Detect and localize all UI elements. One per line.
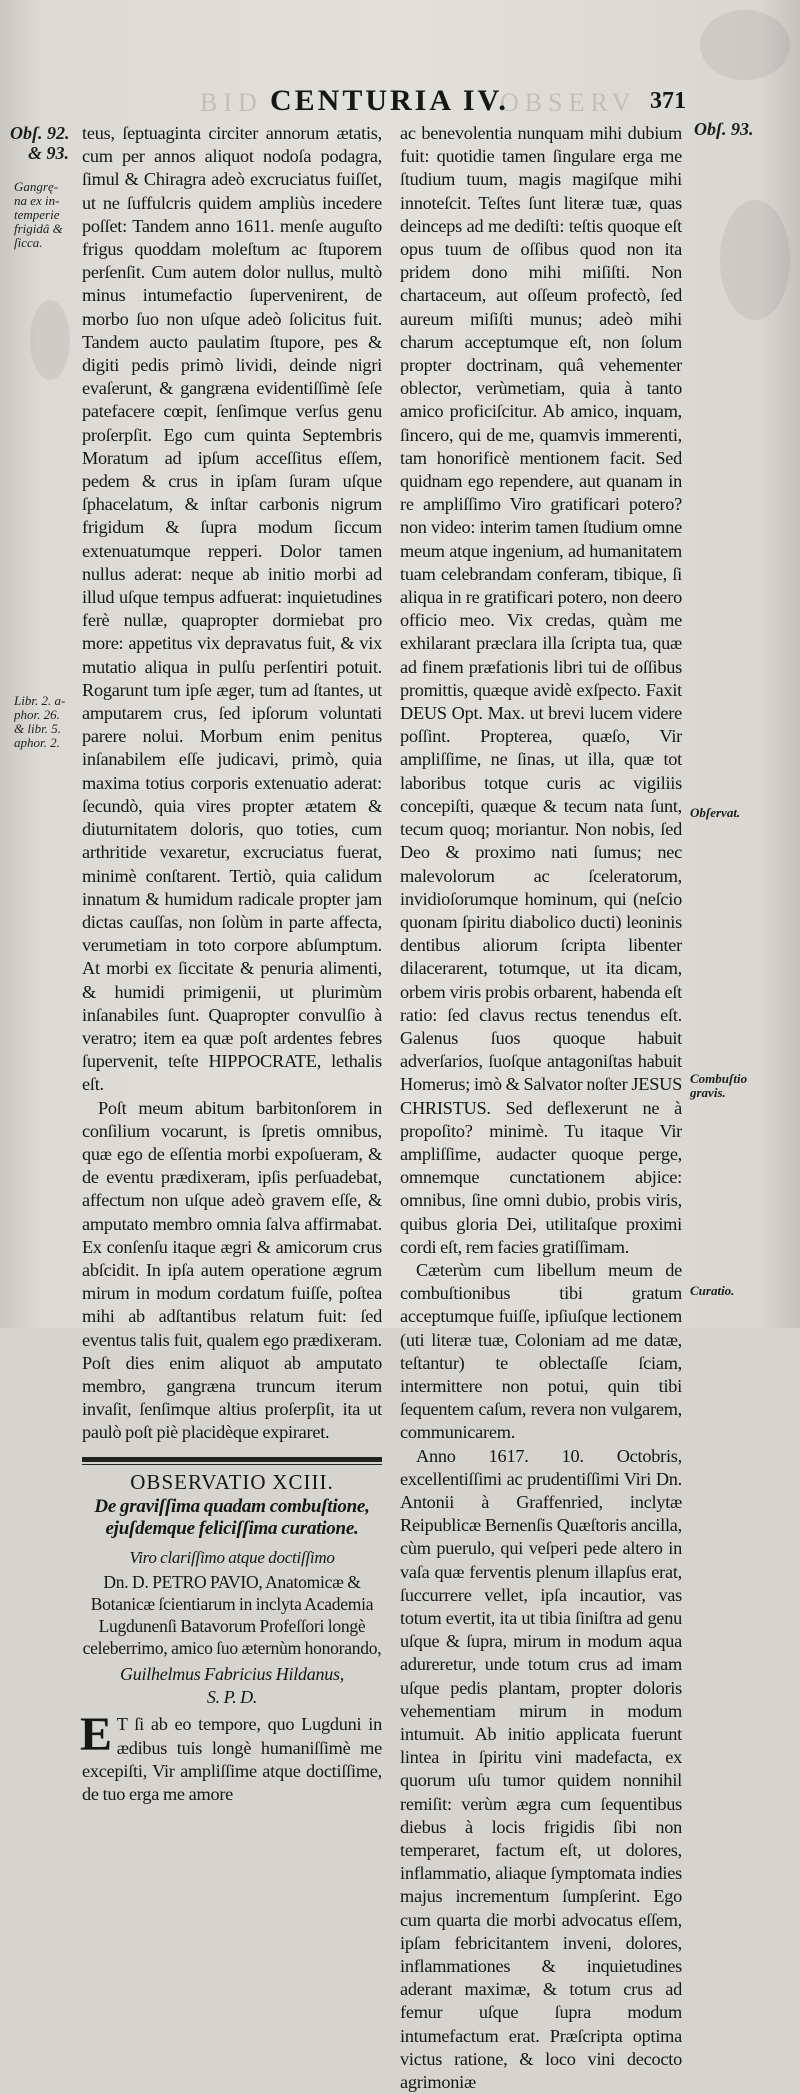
section-rule xyxy=(82,1457,382,1462)
paper-stain xyxy=(720,200,790,320)
margin-obs-ref: Obſ. 93. xyxy=(694,119,754,139)
section-rule xyxy=(82,1464,382,1465)
salutation: S. P. D. xyxy=(206,1687,258,1708)
right-column xyxy=(400,122,682,2094)
margin-note-curatio: Curatio. xyxy=(690,1283,735,1298)
margin-note-observat: Obſervat. xyxy=(690,805,741,820)
paper-stain xyxy=(700,10,790,80)
bleed-through-text: OBSERV xyxy=(500,88,637,117)
recipient: Dn. D. PETRO PAVIO, Anatomicæ & Botanicæ ſcientiarum in inclyta Academia Lugdunenſi Batavorum Profeſſori longè celeberrimo, amico ſuo æternùm honorando, xyxy=(82,1571,382,1658)
drop-cap: E xyxy=(80,1708,112,1762)
observation-title: OBSERVATIO XCIII. xyxy=(130,1469,334,1494)
margin-obs-ref: Obſ. 92. xyxy=(10,123,70,143)
bleed-through-text: BID xyxy=(200,88,263,117)
author: Guilhelmus Fabricius Hildanus, xyxy=(120,1663,344,1684)
left-column xyxy=(82,122,382,1806)
dedication-line: Viro clariſſimo atque doctiſſimo xyxy=(129,1547,335,1567)
margin-note-libr: Libr. 2. a- phor. 26. & libr. 5. aphor. 2. xyxy=(14,693,66,750)
paper-stain xyxy=(30,300,70,380)
observation-subtitle: De graviſſima quadam combuſtione, ejuſdemque feliciſſima curatione. xyxy=(94,1495,370,1539)
margin-note-combustio: Combuſtio gravis. xyxy=(690,1071,748,1100)
paragraph: Poſt meum abitum barbitonſorem in conſilium vocarunt, is ſpretis omnibus, quæ ego de eſſentia morbi expoſueram, & de eventu prædixeram, ipſis perſuadebat, affectum non uſque adeò gravem eſſe, & amputato membro omnia ſalva affirmabat. Ex conſenſu itaque ægri & amicorum crus abſcidit. In ipſa autem operatione ægrum mirum in modum cordatum fuiſſe, poſtea mihi ab adſtantibus relatum fuit: ſed eventus talis fuit, qualem ego prædixeram. Poſt dies enim aliquot ab amputato membro, gangræna truncum iterum invaſit, ſenſimque altius proſerpſit, ita ut paulò poſt piè placidèque expiraret. xyxy=(82,1097,382,1443)
running-title: CENTURIA IV. xyxy=(270,84,509,117)
page-number: 371 xyxy=(650,88,686,114)
page-header xyxy=(0,84,800,118)
paragraph: Cæterùm cum libellum meum de combuſtionibus tibi gratum acceptumque fuiſſe, ipſiuſque lectionem (uti literæ tuæ, Coloniam ad me datæ, teſtantur) te oblectaſſe ſciam, intermittere non potui, quin tibi ſequentem caſum, revera non vulgarem, communicarem. xyxy=(400,1259,682,1443)
letter-opening xyxy=(80,1708,382,1806)
paragraph: ac benevolentia nunquam mihi dubium fuit: quotidie tamen ſingulare erga me ſtudium tuum, magis magiſque mihi innoteſcit. Teſtes ſunt literæ tuæ, quas deinceps ad me dediſti: teſtis quoque eſt opus tuum de oſſibus quod non ita pridem dono mihi miſiſti. Non chartaceum, aut oſſeum profectò, ſed aureum miſiſti munus; adeò mihi charum acceptumque eſt, non ſolum propter doctrinam, quâ vehementer oblector, verùmetiam, quia à tanto amico proficiſcitur. Ab amico, inquam, ſincero, qui de me, quamvis immerenti, tam honorificè mentionem facit. Sed quidnam ego rependere, aut quanam in re ampliſſimo Viro gratificari potero? non video: interim tamen ſtudium omne meum atque ingenium, ad humanitatem tuam celebrandam conferam, tibique, ſi aliqua in re gratificari potero, non deero officio meo. Vix credas, quàm me exhilarant præclara illa ſcripta tua, quæ ad finem præfationis libri tui de oſſibus promittis, quæque avidè exſpecto. Faxit DEUS Opt. Max. ut brevi lucem videre poſſint. Propterea, quæſo, Vir ampliſſime, ne ſinas, ut illa, quæ tot laboribus totque curis ac vigiliis concepiſti, quæque & tecum nata ſunt, tecum quoq; moriantur. Non nobis, ſed Deo & proximo nati ſumus; nec malevolorum ac ſceleratorum, invidioſorumque hominum, qui (neſcio quonam ſpiritu diabolico ducti) leoninis dentibus aliorum ſcripta libenter dilacerarent, totumque, ut ita dicam, orbem viris probis orbarent, habenda eſt ratio: ſed clavus rectus tenendus eſt. Galenus ſuos quoque habuit adverſarios, ſuoſque antagoniſtas habuit Homerus; imò & Salvator noſter JESUS CHRISTUS. Sed deflexerunt ne à propoſito? minimè. Tu itaque Vir ampliſſime, audacter quoque perge, omnemque cunctationem abjice: omnibus, ſine omni dubio, probis viris, quibus gloria Dei, utilitaſque proximi cordi eſt, rem facies gratiſſimam. xyxy=(400,123,682,1257)
margin-note-gangraena: Gangrę- na ex in- temperie frigidâ & ſicca. xyxy=(14,179,63,250)
letter-text: T ſi ab eo tempore, quo Lugduni in ædibus tuis longè humaniſſimè me excepiſti, Vir ampliſſime atque doctiſſime, de tuo erga me amore xyxy=(82,1714,382,1804)
margin-obs-ref-2: & 93. xyxy=(28,143,70,163)
paragraph: Anno 1617. 10. Octobris, excellentiſſimi ac prudentiſſimi Viri Dn. Antonii à Graffenried, inclytæ Reipublicæ Bernenſis Quæſtoris ancilla, cùm puerulo, qui veſperi pede altero in vaſa quæ ferventis plenum illapſus erat, ſuccurrere vellet, ipſa incautior, vas totum evertit, ita ut tibia ſiniſtra ad genu uſque & ſupra, mirum in modum aqua adureretur, unde totum crus ad imam uſque pedis plantam, propter doloris vehementiam mirum in modum intumuit. Ab initio applicata fuerunt lintea in ſpiritu vini madefacta, ex quorum uſu tumor quidem nonnihil remiſit: verùm ægra cum ſequentibus diebus à locis frigidis ſibi non temperaret, factum eſt, ut dolores, inflammatio, aliaque ſymptomata indies majus incrementum ſumpſerint. Ego cum quarta die morbi advocatus eſſem, ipſam febricitantem inveni, dolores, inflammationes & inquietudines aderant maximæ, & totum crus ad femur uſque ſupra modum intumefactum erat. Præſcripta optima victus ratione, & loco vini decocto agrimoniæ xyxy=(400,1445,682,2093)
paragraph: teus, ſeptuaginta circiter annorum ætatis, cum per annos aliquot nodoſa podagra, ſimul & Chiragra adeò excruciatus fuiſſet, ut ne ſuffulcris quidem ampliùs incedere poſſet: Tandem anno 1611. menſe auguſto frigus quoddam moleſtum ac ſtuporem perſenſit. Cum autem dolor nullus, multò minus intumefactio ſupervenirent, de morbo ſuo non uſque adeò ſolicitus fuit. Tandem aucto paulatim ſtupore, pes & digiti pedis primò lividi, deinde nigri evaſerunt, & gangræna evidentiſſimè ſeſe patefacere cœpit, ſenſimque verſus genu proſerpſit. Ego cum quinta Septembris Moratum ad ipſum acceſſitus eſſem, pedem & crus in ipſam ſuram uſque ſphacelatum, & inſtar carbonis nigrum frigidum & ſupra modum ſiccum extenuatumque repperi. Dolor tamen nullus aderat: neque ab initio morbi ad illud uſque tempus adfuerat: inquietudines ferè nullæ, quapropter dormiebat pro more: appetitus vix depravatus fuit, & vix mutatio aliqua in pulſu perſentiri potuit. Rogarunt tum ipſe æger, tum ad ſtantes, ut amputarem crus, ſed ipſorum voluntati parere nolui. Morbum enim penitus inſanabilem eſſe judicavi, primò, quia maxima totius corporis extenuatio aderat: ſecundò, quia vires propter ætatem & diuturnitatem doloris, quo toties, cum arthritide vexaretur, excruciatus fuerat, minimè conſtarent. Tertiò, quia calidum innatum & humidum radicale propter jam dictas cauſſas, non ſolùm in parte affecta, verumetiam in toto corpore abſumptum. At morbi ex ſiccitate & penuria alimenti, & humidi primigenii, ut plurimùm inſanabiles ſunt. Quapropter convulſio à veratro; item ea quæ poſt ardentes febres ſupervenit, teſte HIPPOCRATE, lethalis eſt. xyxy=(82,123,382,1095)
